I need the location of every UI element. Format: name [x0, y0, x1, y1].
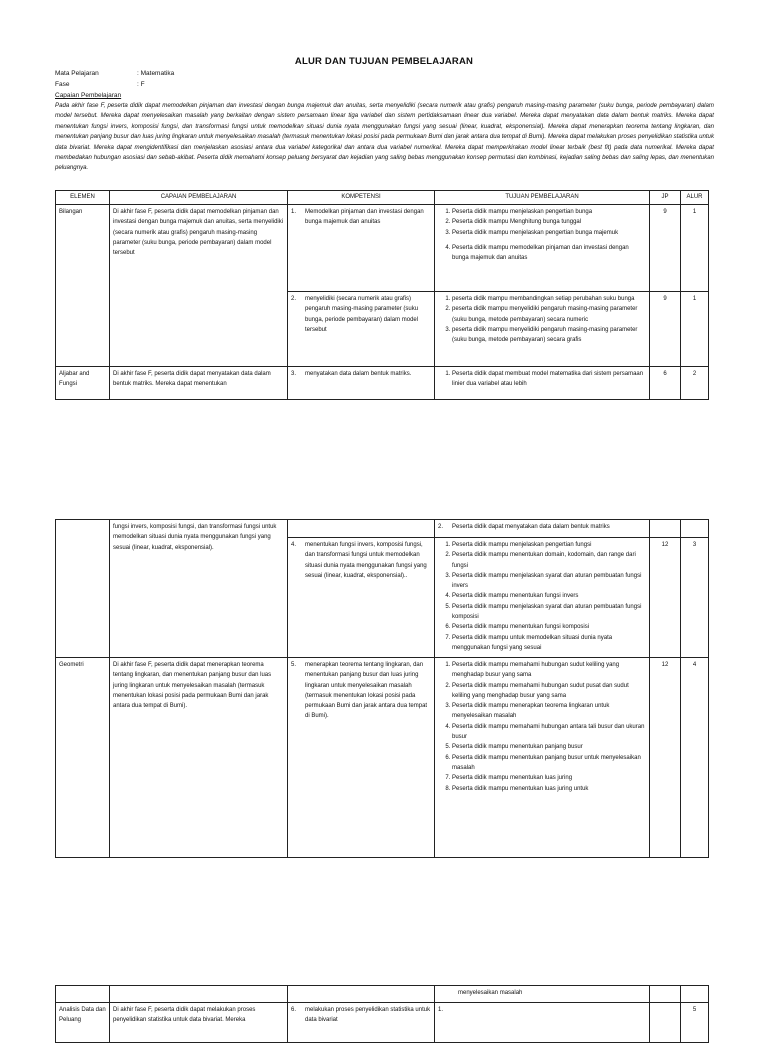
- meta-value: : Matematika: [137, 70, 175, 77]
- header-kompetensi: KOMPETENSI: [288, 191, 435, 205]
- list-item: 8. Peserta didik mampu menentukan luas juring untuk: [452, 784, 646, 794]
- cell-elemen-geometri: Geometri: [56, 658, 110, 858]
- cell-kompetensi-3: 3. menyatakan data dalam bentuk matriks.: [288, 367, 435, 400]
- cell-kompetensi-3-cont: [288, 520, 435, 538]
- cell-cp-analisis-data: Di akhir fase F, peserta didik dapat melakukan proses penyelidikan statistika untuk data bivariat. Mereka: [110, 1003, 288, 1043]
- cell-elemen-geometri-cont: [56, 986, 110, 1003]
- list-item: 1. peserta didik mampu membandingkan setiap perubahan suku bunga: [452, 294, 646, 304]
- cell-tp-1: [435, 205, 650, 292]
- cell-tp-2: [435, 292, 650, 367]
- header-alur: ALUR: [681, 191, 709, 205]
- cell-elemen-aljabar-cont: [56, 520, 110, 658]
- list-item: 1. Peserta didik mampu memahami hubungan sudut keliling yang menghadap busur yang sama: [452, 660, 646, 681]
- list-item: 3. Peserta didik mampu menjelaskan pengertian bunga majemuk: [452, 228, 646, 238]
- cell-jp-1: 9: [650, 205, 681, 292]
- cell-kompetensi-2: 2. menyelidiki (secara numerik atau grafis) pengaruh masing-masing parameter (suku bunga, periode pembayaran) dalam model tersebut: [288, 292, 435, 367]
- list-item: 5. Peserta didik mampu menentukan panjang busur: [452, 742, 646, 752]
- list-item: 1. Peserta didik dapat membuat model matematika dari sistem persamaan linier dua variabel atau lebih: [452, 369, 646, 390]
- meta-row-phase: [55, 81, 145, 88]
- list-item: 5. Peserta didik mampu menjelaskan syarat dan aturan pembuatan fungsi komposisi: [452, 602, 646, 623]
- cell-alur-4: 3: [681, 538, 709, 658]
- header-tp: TUJUAN PEMBELAJARAN: [435, 191, 650, 205]
- cp-heading: Capaian Pembelajaran: [55, 92, 122, 99]
- meta-row-subject: [55, 70, 174, 77]
- cell-kompetensi-6: 6. melakukan proses penyelidikan statistika untuk data bivariat: [288, 1003, 435, 1043]
- list-item: 7. Peserta didik mampu menentukan luas juring: [452, 773, 646, 783]
- cell-alur-5: 4: [681, 658, 709, 858]
- list-item: 3. Peserta didik mampu menjelaskan syarat dan aturan pembuatan fungsi invers: [452, 571, 646, 592]
- atp-table-part-1: [55, 190, 709, 400]
- cell-tp-3: [435, 367, 650, 400]
- cell-cp-aljabar: Di akhir fase F, peserta didik dapat menyatakan data dalam bentuk matriks. Mereka dapat menentukan: [110, 367, 288, 400]
- list-item: 1. Peserta didik mampu menjelaskan pengertian fungsi: [452, 540, 646, 550]
- cell-alur-1: 1: [681, 205, 709, 292]
- cell-tp-6: 1.: [435, 1003, 650, 1043]
- cell-alur-5-cont: [681, 986, 709, 1003]
- list-item: 4. Peserta didik mampu menentukan fungsi invers: [452, 591, 646, 601]
- cell-alur-2: 1: [681, 292, 709, 367]
- cell-tp-5-cont: menyelesaikan masalah: [435, 986, 650, 1003]
- list-item: 2. peserta didik mampu menyelidiki pengaruh masing-masing parameter (suku bunga, metode pembayaran) secara numeric: [452, 304, 646, 325]
- cell-cp-geometri: Di akhir fase F, peserta didik dapat menerapkan teorema tentang lingkaran, dan menentukan panjang busur dan luas juring lingkaran untuk menyelesaikan masalah (termasuk menentukan lokasi posisi pada permukaan Bumi dan jarak antara dua tempat di Bumi).: [110, 658, 288, 858]
- header-jp: JP: [650, 191, 681, 205]
- list-item: 7. Peserta didik mampu untuk memodelkan situasi dunia nyata menggunakan fungsi yang sesuai: [452, 633, 646, 654]
- document-title: ALUR DAN TUJUAN PEMBELAJARAN: [294, 56, 474, 67]
- meta-key: Mata Pelajaran: [55, 70, 99, 77]
- meta-key: Fase: [55, 81, 70, 88]
- cell-elemen-analisis-data: Analisis Data dan Peluang: [56, 1003, 110, 1043]
- cell-jp-2: 9: [650, 292, 681, 367]
- cell-jp-4: 12: [650, 538, 681, 658]
- list-item: 3. peserta didik mampu menyelidiki pengaruh masing-masing parameter (suku bunga, metode pembayaran) secara grafis: [452, 325, 646, 346]
- list-item: 4. Peserta didik mampu memahami hubungan antara tali busur dan ukuran busur: [452, 722, 646, 743]
- cell-tp-4: [435, 538, 650, 658]
- cell-kompetensi-5: 5. menerapkan teorema tentang lingkaran, dan menentukan panjang busur dan luas juring lingkaran untuk menyelesaikan masalah (termasuk menentukan lokasi posisi pada permukaan Bumi dan jarak antara dua tempat di Bumi).: [288, 658, 435, 858]
- cell-alur-3-cont: [681, 520, 709, 538]
- cell-jp-5-cont: [650, 986, 681, 1003]
- list-item: 2. Peserta didik mampu Menghitung bunga tunggal: [452, 217, 646, 227]
- header-cp: CAPAIAN PEMBELAJARAN: [110, 191, 288, 205]
- list-item: 6. Peserta didik mampu menentukan panjang busur untuk menyelesaikan masalah: [452, 753, 646, 774]
- cell-tp-3-cont: 2. Peserta didik dapat menyatakan data dalam bentuk matriks: [435, 520, 650, 538]
- cell-jp-3-cont: [650, 520, 681, 538]
- cell-elemen-aljabar: Aljabar and Fungsi: [56, 367, 110, 400]
- cell-cp-aljabar-cont: fungsi invers, komposisi fungsi, dan transformasi fungsi untuk memodelkan situasi dunia nyata menggunakan fungsi yang sesuai (linear, kuadrat, eksponensial).: [110, 520, 288, 658]
- cell-jp-6: [650, 1003, 681, 1043]
- cell-elemen-bilangan: Bilangan: [56, 205, 110, 367]
- cp-paragraph: Pada akhir fase F, peserta didik dapat memodelkan pinjaman dan investasi dengan bunga majemuk dan anuitas, serta menyelidiki (secara numerik atau grafis) pengaruh masing-masing parameter (suku bunga, periode pembayaran) dalam model tersebut. Mereka dapat menyelesaikan masalah yang berkaitan dengan sistem persamaan linear tiga variabel dan sistem pertidaksamaan linear dua variabel. Mereka dapat menyatakan data dalam bentuk matriks. Mereka dapat menentukan fungsi invers, komposisi fungsi, dan transformasi fungsi untuk memodelkan situasi dunia nyata menggunakan fungsi yang sesuai (linear, kuadrat, eksponensial). Mereka dapat menerapkan teorema tentang lingkaran, dan menentukan panjang busur dan luas juring lingkaran untuk menyelesaikan masalah (termasuk menentukan lokasi posisi pada permukaan Bumi dan jarak antara dua tempat di Bumi). Mereka dapat melakukan proses penyelidikan statistika untuk data bivariat. Mereka dapat mengidentifikasi dan menjelaskan asosiasi antara dua variabel kategorikal dan antara dua variabel numerikal. Mereka dapat memperkirakan model linear terbaik (best fit) pada data numerikal. Mereka dapat membedakan hubungan asosiasi dan sebab-akibat. Peserta didik memahami konsep peluang bersyarat dan kejadian yang saling bebas menggunakan konsep permutasi dan kombinasi, kejadian saling bebas dan saling lepas, dan menentukan peluangnya.: [55, 102, 714, 172]
- cell-jp-3: 6: [650, 367, 681, 400]
- cell-cp-geometri-cont: [110, 986, 288, 1003]
- atp-table-part-2: [55, 519, 709, 858]
- list-item: 6. Peserta didik mampu menentukan fungsi komposisi: [452, 622, 646, 632]
- atp-table-part-3: [55, 985, 709, 1043]
- cell-tp-5: [435, 658, 650, 858]
- cell-alur-6: 5: [681, 1003, 709, 1043]
- list-item: 4. Peserta didik mampu memodelkan pinjaman dan investasi dengan bunga majemuk dan anuitas: [452, 243, 646, 264]
- list-item: 1. Peserta didik mampu menjelaskan pengertian bunga: [452, 207, 646, 217]
- cell-kompetensi-5-cont: [288, 986, 435, 1003]
- list-item: 2. Peserta didik mampu menentukan domain, kodomain, dan range dari fungsi: [452, 550, 646, 571]
- cell-kompetensi-4: 4. menentukan fungsi invers, komposisi fungsi, dan transformasi fungsi untuk memodelkan situasi dunia nyata menggunakan fungsi yang sesuai (linear, kuadrat, eksponensial)..: [288, 538, 435, 658]
- list-item: 3. Peserta didik mampu menerapkan teorema lingkaran untuk menyelesaikan masalah: [452, 701, 646, 722]
- list-item: 2. Peserta didik mampu memahami hubungan sudut pusat dan sudut keliling yang menghadap busur yang sama: [452, 681, 646, 702]
- cell-kompetensi-1: 1. Memodelkan pinjaman dan investasi dengan bunga majemuk dan anuitas: [288, 205, 435, 292]
- meta-value: : F: [137, 81, 145, 88]
- header-elemen: ELEMEN: [56, 191, 110, 205]
- cell-jp-5: 12: [650, 658, 681, 858]
- cell-cp-bilangan: Di akhir fase F, peserta didik dapat memodelkan pinjaman dan investasi dengan bunga majemuk dan anuitas, serta menyelidiki (secara numerik atau grafis) pengaruh masing-masing parameter (suku bunga, periode pembayaran) dalam model tersebut: [110, 205, 288, 367]
- cell-alur-3: 2: [681, 367, 709, 400]
